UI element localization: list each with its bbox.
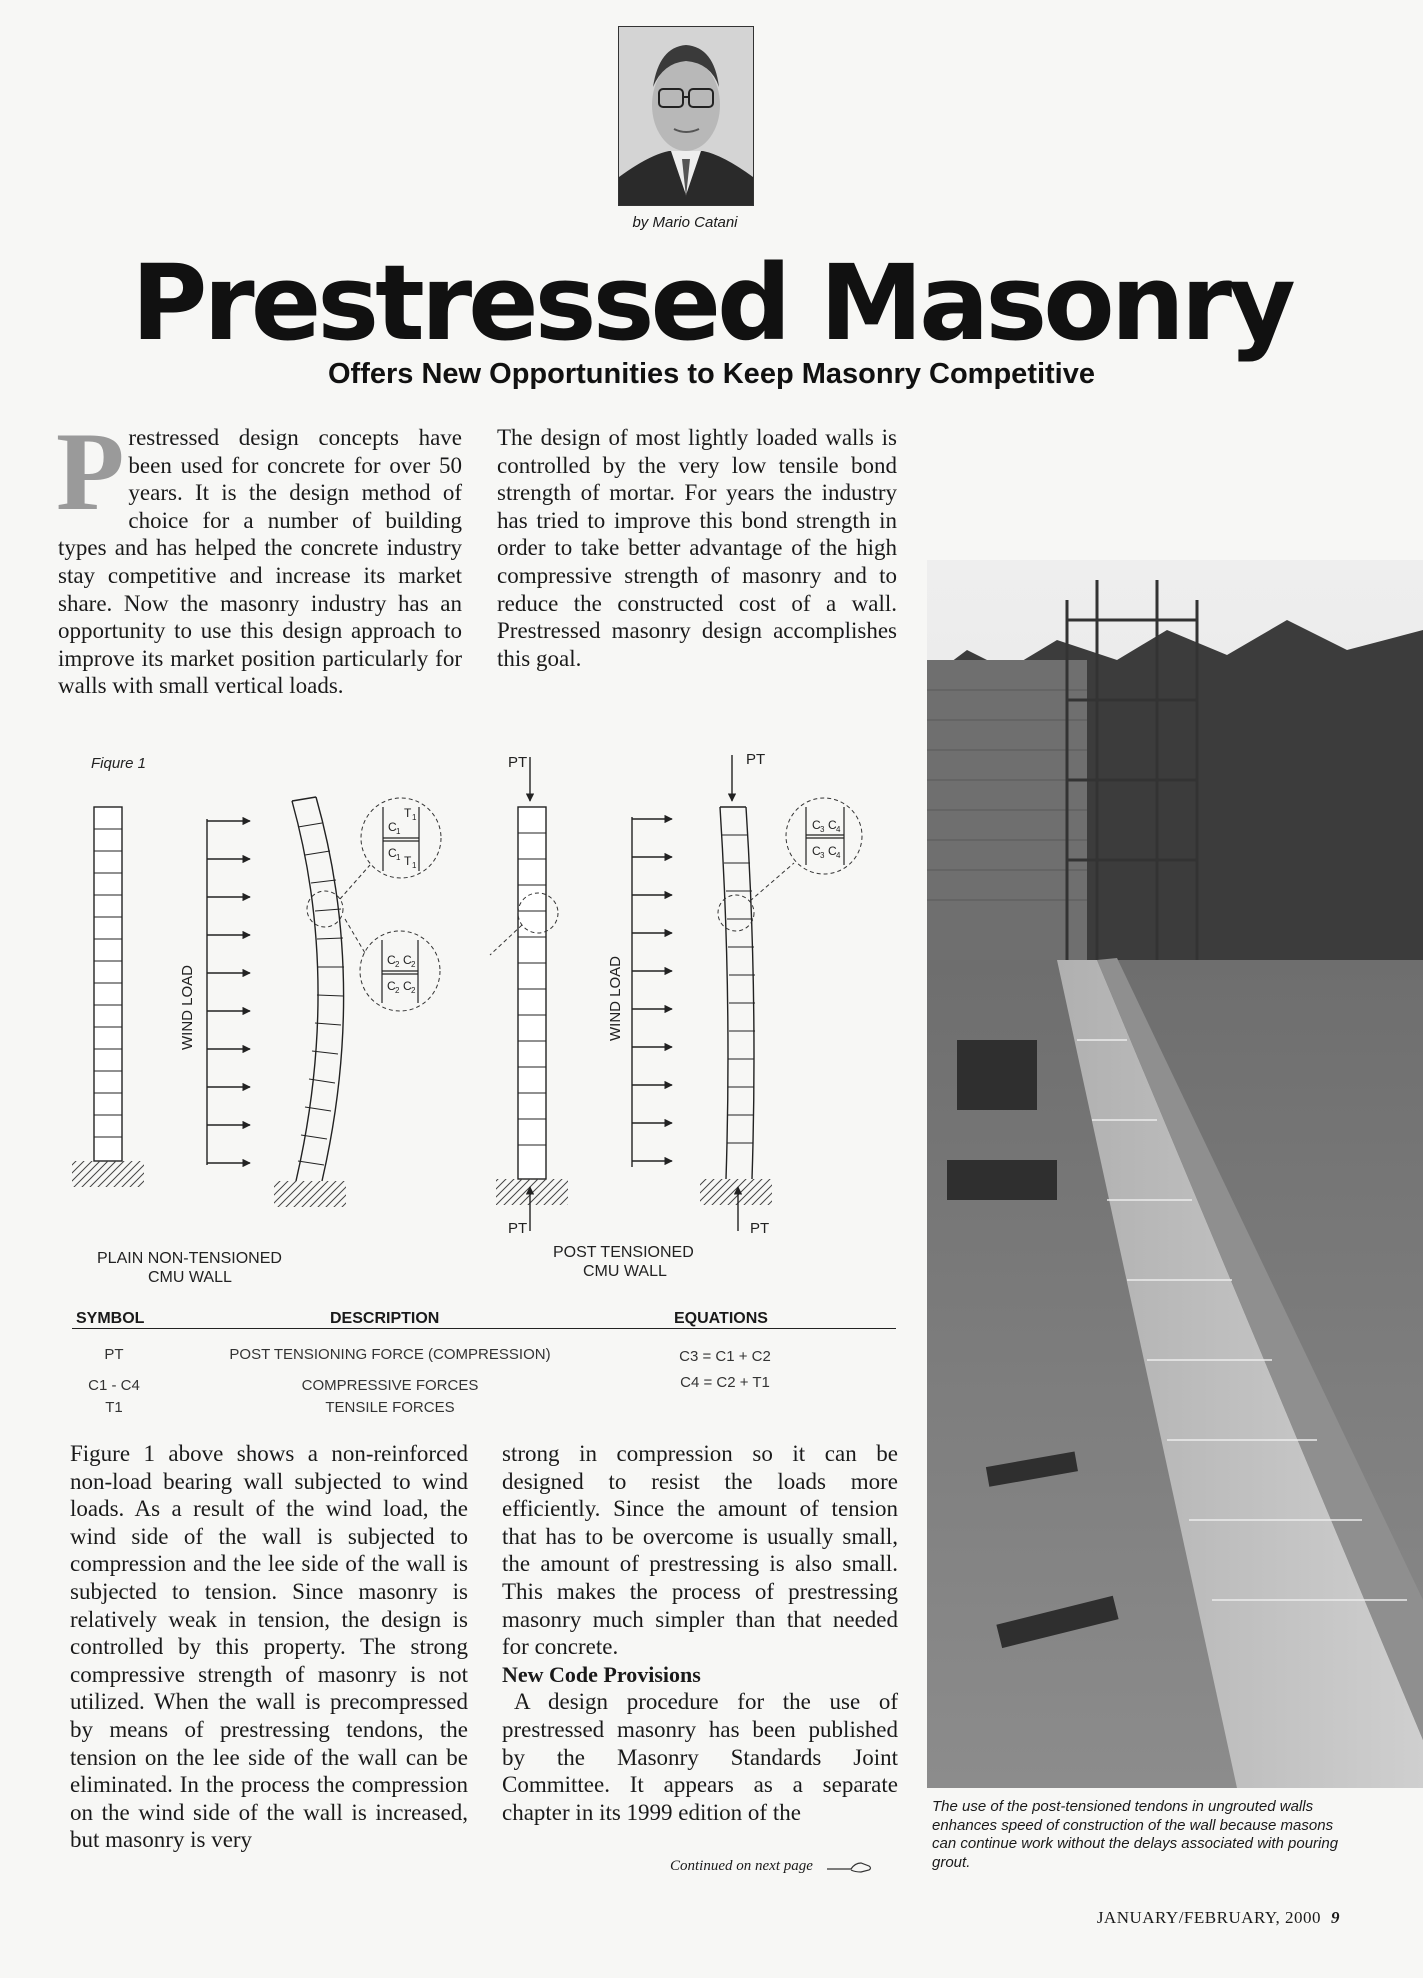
legend-symbol-t: T1: [105, 1399, 123, 1416]
continued-note[interactable]: [670, 1858, 873, 1875]
legend-symbol-pt: PT: [104, 1346, 124, 1363]
article-subtitle: Offers New Opportunities to Keep Masonry Competitive: [328, 358, 1095, 390]
pt-label-c-bottom: PT: [508, 1220, 528, 1237]
construction-photo: [927, 560, 1423, 1788]
svg-text:C: C: [812, 818, 821, 832]
body-paragraph-1: Figure 1 above shows a non-reinforced non-load bearing wall subjected to wind loads. As a result of the wind load, the wind side of the wall is subjected to compression and the lee side of the wall is subjected to tension. Since masonry is relatively weak in tension, the design is controlled by this property. The strong compressive strength of masonry is not utilized. When the wall is precompressed by means of prestressing tendons, the tension on the lee side of the wall can be eliminated. In the process the compression on the wind side of the wall is increased, but masonry is very: [70, 1441, 468, 1853]
intro-paragraph-1: restressed design concepts have been used for concrete for over 50 years. It is the design method of choice for a number of building types and has helped the concrete industry stay competitive and increase its market share. Now the masonry industry has an opportunity to use this design approach to improve its market position particularly for walls with small vertical loads.: [58, 425, 462, 699]
plain-wall-blocks: [94, 807, 122, 1161]
legend-eq-c3: C3 = C1 + C2: [679, 1348, 771, 1365]
svg-text:C: C: [828, 844, 837, 858]
page-number: 9: [1331, 1908, 1340, 1927]
legend-symbol-c: C1 - C4: [88, 1377, 140, 1394]
svg-text:4: 4: [836, 825, 841, 834]
legend-header-description: DESCRIPTION: [330, 1310, 440, 1327]
pt-label-c-top: PT: [508, 754, 528, 771]
legend-header-equations: EQUATIONS: [674, 1310, 768, 1327]
legend-desc-pt: POST TENSIONING FORCE (COMPRESSION): [229, 1346, 551, 1363]
svg-text:3: 3: [820, 851, 825, 860]
body-column-2: [502, 1440, 898, 1826]
svg-text:2: 2: [411, 960, 416, 969]
svg-text:C: C: [387, 953, 396, 967]
author-portrait: [618, 26, 754, 206]
svg-text:C: C: [387, 979, 396, 993]
svg-text:2: 2: [395, 986, 400, 995]
body-paragraph-3: A design procedure for the use of prestressed masonry has been published by the Masonry Standards Joint Committee. It appears as a separate chapter in its 1999 edition of the: [502, 1689, 898, 1825]
photo-caption: The use of the post-tensioned tendons in ungrouted walls enhances speed of construction of the wall because masons can continue work without the delays associated with pouring grout.: [932, 1798, 1339, 1871]
figure-1: [60, 745, 910, 1290]
body-column-1: [70, 1440, 468, 1854]
drop-cap: P: [56, 410, 125, 534]
legend-eq-c4: C4 = C2 + T1: [680, 1374, 770, 1391]
svg-text:1: 1: [396, 827, 401, 836]
issue-date: JANUARY/FEBRUARY, 2000: [1096, 1908, 1321, 1927]
svg-text:C: C: [388, 846, 397, 860]
legend-rule: [72, 1328, 896, 1329]
intro-column-2: [497, 424, 897, 672]
body-paragraph-2: strong in compression so it can be designed to resist the loads more efficiently. Since the amount of tension that has to be overcome is usually small, the amount of prestressing is also small. This makes the process of prestressing masonry much simpler than that needed for concrete.: [502, 1441, 898, 1660]
svg-text:4: 4: [836, 851, 841, 860]
intro-column-1: [56, 410, 462, 700]
plain-wall-caption-1: PLAIN NON-TENSIONED: [97, 1250, 282, 1267]
article-title: Prestressed Masonry: [131, 242, 1292, 364]
figure-label: Fiqure 1: [91, 755, 147, 772]
legend-desc-t: TENSILE FORCES: [325, 1399, 455, 1416]
svg-text:C: C: [403, 979, 412, 993]
wind-load-label-d: WIND LOAD: [607, 955, 624, 1041]
author-byline: by Mario Catani: [632, 214, 738, 231]
pt-label-e-bottom: PT: [750, 1220, 770, 1237]
deflected-wall: [292, 797, 344, 1181]
svg-text:3: 3: [820, 825, 825, 834]
continued-text: Continued on next page: [670, 1858, 813, 1874]
svg-text:C: C: [812, 844, 821, 858]
svg-text:1: 1: [396, 853, 401, 862]
section-heading: New Code Provisions: [502, 1661, 701, 1687]
pointing-hand-icon: [825, 1860, 873, 1874]
svg-text:C: C: [403, 953, 412, 967]
post-wall-caption-2: CMU WALL: [583, 1263, 667, 1280]
svg-text:T: T: [404, 806, 412, 820]
svg-text:T: T: [404, 854, 412, 868]
legend-header-symbol: SYMBOL: [76, 1310, 145, 1327]
plain-wall-caption-2: CMU WALL: [148, 1269, 232, 1286]
svg-text:1: 1: [412, 861, 417, 870]
pt-label-e-top: PT: [746, 751, 766, 768]
wind-load-label-a: WIND LOAD: [179, 964, 196, 1050]
svg-text:2: 2: [395, 960, 400, 969]
page-footer: [1000, 1908, 1340, 1928]
svg-text:2: 2: [411, 986, 416, 995]
legend-desc-c: COMPRESSIVE FORCES: [301, 1377, 479, 1394]
intro-paragraph-2: The design of most lightly loaded walls is controlled by the very low tensile bond strength of mortar. For years the industry has tried to improve this bond strength in order to take better advantage of the high compressive strength of masonry and to reduce the constructed cost of a wall. Prestressed masonry design accomplishes this goal.: [497, 425, 897, 671]
svg-text:1: 1: [412, 813, 417, 822]
post-wall-caption-1: POST TENSIONED: [553, 1244, 694, 1261]
svg-text:C: C: [828, 818, 837, 832]
svg-text:C: C: [388, 820, 397, 834]
